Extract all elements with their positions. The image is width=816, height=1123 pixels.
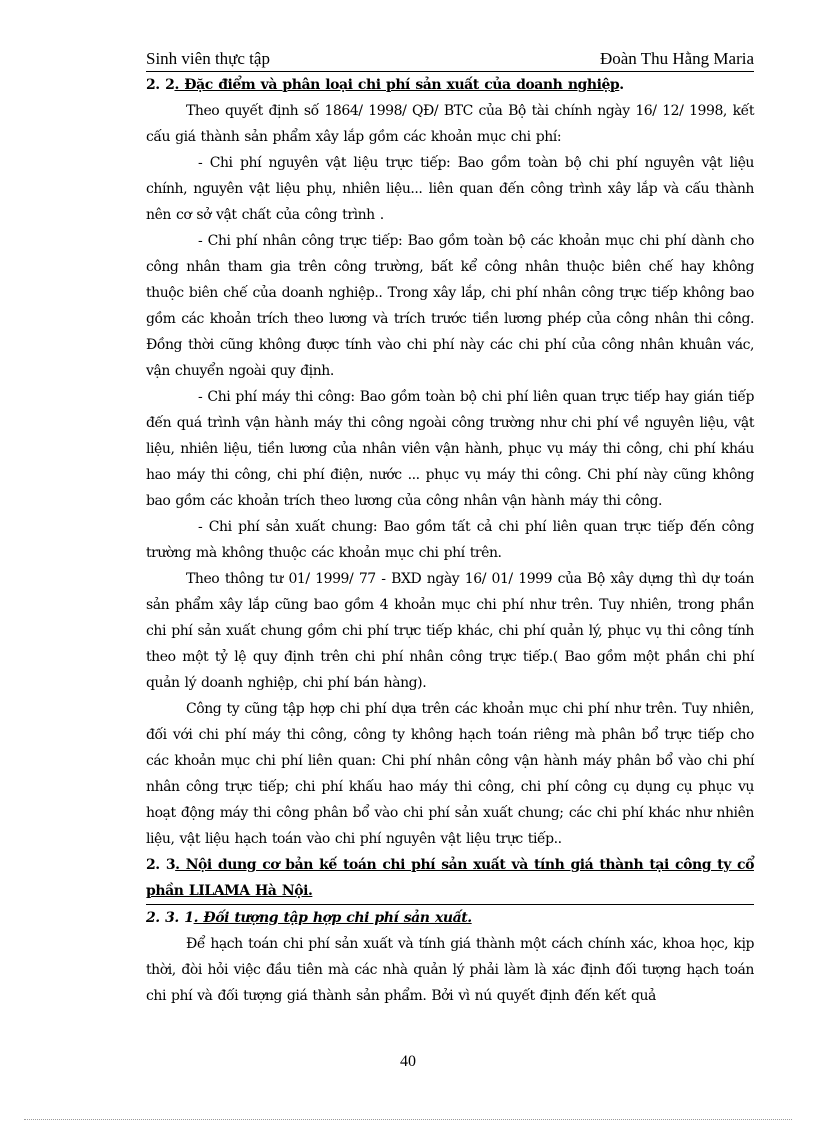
paragraph: Theo thông tư 01/ 1999/ 77 - BXD ngày 16/ 01/ 1999 của Bộ xây dựng thì dự toán sản phẩm xây lắp cũng bao gồm 4 khoản mục chi phí như trên. Tuy nhiên, trong phần chi phí sản xuất chung gồm chi phí trực tiếp khác, chi phí quản lý, phục vụ thi công tính theo một tỷ lệ quy định trên chi phí nhân công trực tiếp.( Bao gồm một phần chi phí quản lý doanh nghiệp, chi phí bán hàng). <box>146 571 754 691</box>
section-title-end: . <box>619 77 624 93</box>
section-heading-2-3-1 <box>146 905 754 931</box>
section-heading-2-2 <box>146 72 754 98</box>
paragraph: Để hạch toán chi phí sản xuất và tính giá thành một cách chính xác, khoa học, kịp thời, đòi hỏi việc đầu tiên mà các nhà quản lý phải làm là xác định đối tượng hạch toán chi phí và đối tượng giá thành sản phẩm. Bởi vì nú quyết định đến kết quả <box>146 936 754 1004</box>
section-heading-2-3 <box>146 852 754 905</box>
list-item-paragraph: - Chi phí máy thi công: Bao gồm toàn bộ chi phí liên quan trực tiếp hay gián tiếp đến quá trình vận hành máy thi công ngoài công trường như chi phí về nguyên liệu, vật liệu, nhiên liệu, tiền lương của nhân viên vận hành, phục vụ máy thi công, chi phí kháu hao máy thi công, chi phí điện, nước ... phục vụ máy thi công. Chi phí này cũng không bao gồm các khoản trích theo lương của công nhân vận hành máy thi công. <box>146 389 754 509</box>
section-title: . Nội dung cơ bản kế toán chi phí sản xuất và tính giá thành tại công ty cổ phần LILAMA Hà Nội. <box>146 857 754 899</box>
header-right-text: Đoàn Thu Hằng Maria <box>599 49 754 68</box>
list-item-paragraph: - Chi phí nhân công trực tiếp: Bao gồm toàn bộ các khoản mục chi phí dành cho công nhân tham gia trên công trường, bất kể công nhân thuộc biên chế hay không thuộc biên chế của doanh nghiệp.. Trong xây lắp, chi phí nhân công trực tiếp không bao gồm các khoản trích theo lương và trích trước tiền lương phép của công nhân thi công. Đồng thời cũng không được tính vào chi phí này các chi phí của công nhân khuân vác, vận chuyển ngoài quy định. <box>146 233 754 379</box>
paragraph: Công ty cũng tập hợp chi phí dựa trên các khoản mục chi phí như trên. Tuy nhiên, đối với chi phí máy thi công, công ty không hạch toán riêng mà phân bổ trực tiếp cho các khoản mục chi phí liên quan: Chi phí nhân công vận hành máy phân bổ vào chi phí nhân công trực tiếp; chi phí khấu hao máy thi công, chi phí công cụ dụng cụ phục vụ hoạt động máy thi công phân bổ vào chi phí sản xuất chung; các chi phí khác như nhiên liệu, vật liệu hạch toán vào chi phí nguyên vật liệu trực tiếp.. <box>146 701 754 847</box>
page-bottom-divider <box>24 1119 792 1120</box>
paragraph: Theo quyết định số 1864/ 1998/ QĐ/ BTC của Bộ tài chính ngày 16/ 12/ 1998, kết cấu giá thành sản phẩm xây lắp gồm các khoản mục chi phí: <box>146 103 754 145</box>
section-title: . Đối tượng tập hợp chi phí sản xuất. <box>193 910 472 926</box>
list-item-paragraph: - Chi phí sản xuất chung: Bao gồm tất cả chi phí liên quan trực tiếp đến công trường mà không thuộc các khoản mục chi phí trên. <box>146 519 754 561</box>
section-number: 2. 2 <box>146 77 175 93</box>
header-left-text: Sinh viên thực tập <box>146 49 270 68</box>
document-body <box>146 72 754 1009</box>
section-title: . Đặc điểm và phân loại chi phí sản xuất của doanh nghiệp <box>174 77 620 93</box>
list-item-paragraph: - Chi phí nguyên vật liệu trực tiếp: Bao gồm toàn bộ chi phí nguyên vật liệu chính, nguyên vật liệu phụ, nhiên liệu... liên quan đến công trình xây lắp và cấu thành nên cơ sở vật chất của công trình . <box>146 155 754 223</box>
section-number: 2. 3. 1 <box>146 910 194 926</box>
section-number: 2. 3 <box>146 857 176 873</box>
page-number: 40 <box>400 1053 416 1070</box>
document-page <box>146 48 754 1009</box>
running-header <box>146 48 754 72</box>
